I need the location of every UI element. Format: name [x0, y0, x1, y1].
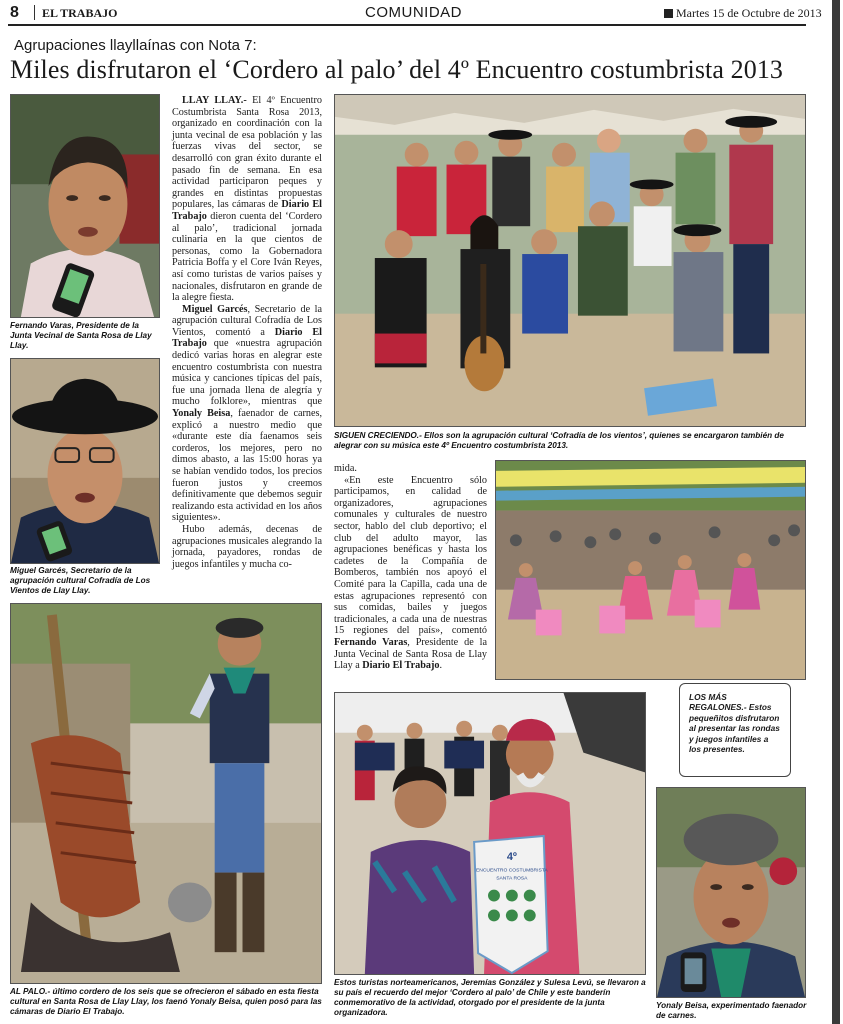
pennant-number: 4º	[506, 850, 517, 863]
brand-mention: Diario El Trabajo	[362, 660, 440, 672]
brand-mention: Diario El Trabajo	[172, 199, 322, 222]
article-p4-end: .	[439, 660, 443, 672]
name-miguel-garces: Miguel Garcés	[182, 303, 248, 315]
article-column-1	[172, 95, 322, 570]
article-dateline: LLAY LLAY.-	[182, 95, 247, 106]
article-p4: «En este Encuentro sólo participamos, en calidad de organizadores, agrupaciones comunales y culturales de nuestro sector, hablo del club deportivo; el club del adulto mayor, las agrupaciones benéficas y hasta los cadetes de la Compañía de Bomberos, también nos apoyó el Comité para la Capilla, cada una de estas agrupaciones representó con sus comidas, bailes y juegos tradicionales, a cada una de nuestras 15 regiones del país», comentó	[334, 474, 487, 637]
caption-al-palo-text: último cordero de los seis que se ofrecieron el sábado en esta fiesta cultural en Santa Rosa de Llay Llay, los faenó Yonaly Beisa, quien posó para las cámaras de Diario El Trabajo.	[10, 987, 322, 1016]
page-number: 8	[10, 4, 19, 21]
caption-miguel-garces: Miguel Garcés, Secretario de la agrupación cultural Cofradía de Los Vientos de Llay Llay.	[10, 566, 151, 595]
section-title: COMUNIDAD	[365, 4, 462, 21]
article-column-2	[334, 463, 487, 672]
caption-regalones-box	[679, 683, 791, 777]
photo-miguel-garces	[10, 358, 160, 564]
issue-date	[664, 6, 822, 21]
photo-group-cofradia	[334, 94, 806, 427]
header-rule	[8, 24, 806, 26]
caption-tourists: Estos turistas norteamericanos, Jeremías González y Sulesa Levú, se llevaron a su país el recuerdo del mejor ‘Cordero al palo’ de Chile y este banderín conmemorativo de la actividad, otorgado por el presidente de la junta organizadora.	[334, 978, 646, 1017]
pennant-title: ENCUENTRO COSTUMBRISTA	[475, 868, 548, 874]
name-fernando-varas: Fernando Varas	[334, 636, 408, 648]
newspaper-name: EL TRABAJO	[42, 6, 118, 20]
caption-regalones-text: Estos pequeñitos disfrutaron al presentar las rondas y juegos infantiles a los presentes.	[689, 702, 780, 755]
headline: Miles disfrutaron el ‘Cordero al palo’ del 4º Encuentro costumbrista 2013	[10, 55, 784, 84]
issue-date-text: Martes 15 de Octubre de 2013	[676, 6, 822, 20]
caption-group	[334, 431, 806, 451]
name-yonaly-beisa: Yonaly Beisa	[172, 408, 231, 420]
caption-regalones-label: LOS MÁS REGALONES.-	[689, 692, 747, 713]
photo-cordero-al-palo	[10, 603, 322, 984]
article-p4b: , Presidente de la Junta Vecinal de Santa Rosa de Llay Llay a	[334, 636, 487, 672]
caption-yonaly-beisa: Yonaly Beisa, experimentado faenador de carnes.	[656, 1001, 807, 1020]
caption-al-palo	[10, 987, 322, 1017]
brand-mention: Diario El Trabajo	[172, 326, 323, 350]
article-p2b: que «nuestra agrupación dedicó varias horas en alegrar este encuentro costumbrista con nuestra música y canciones típicas del país, fue una jornada llena de alegría y mucho folklore», mientras que	[172, 338, 322, 408]
article-p1: El 4º Encuentro Costumbrista Santa Rosa 2013, organizado en coordinación con la junta vecinal de esa población y las fuerzas vivas del sector, se desarrolló con gran éxito durante el pasado fin de semana. En esa actividad participaron peques y grandes en distintas propuestas populares, las cámaras de	[172, 95, 322, 211]
photo-yonaly-beisa	[656, 787, 806, 998]
caption-fernando-varas: Fernando Varas, Presidente de la Junta Vecinal de Santa Rosa de Llay Llay.	[10, 321, 152, 350]
pennant-location: SANTA ROSA	[496, 876, 528, 882]
photo-fernando-varas	[10, 94, 160, 318]
article-p1-end: dieron cuenta del ‘Cordero al palo’, tradicional jornada culinaria en la que cientos de personas, como la Gobernadora Patricia Boffa y el Core Iván Reyes, así como turistas de varios países y nacionales, disfrutaron en grande de la alegre fiesta.	[172, 210, 322, 304]
article-p2a: , Secretario de la agrupación cultural Cofradía de Los Vientos, comentó a	[172, 303, 323, 338]
photo-tourists-pennant	[334, 692, 646, 975]
kicker: Agrupaciones llayllaínas con Nota 7:	[14, 37, 257, 54]
article-p3: Hubo además, decenas de agrupaciones musicales alegrando la jornada, payadores, rondas de juegos infantiles y mucha co-	[172, 523, 322, 570]
article-p3-cont: mida.	[334, 463, 357, 474]
page-edge	[832, 0, 840, 1024]
article-p2c: , faenador de carnes, explicó a nuestro medio que «durante este día faenamos seis corderos, los mejores, pero no dimos abasto, a las 15:00 horas ya se habían vendido todos, los precios fueron justos y creemos definitivamente que debemos seguir realizando esta actividad en los años siguientes».	[172, 408, 323, 524]
header-divider	[34, 5, 35, 20]
caption-al-palo-label: AL PALO.-	[10, 987, 51, 996]
caption-group-text: Ellos son la agrupación cultural ‘Cofradía de los vientos’, quienes se encargaron también de alegrar con su música este 4º Encuentro costumbrista 2013.	[334, 431, 784, 450]
photo-children-dancing	[495, 460, 806, 680]
square-bullet-icon	[664, 9, 673, 18]
caption-group-label: SIGUEN CRECIENDO.-	[334, 431, 422, 440]
